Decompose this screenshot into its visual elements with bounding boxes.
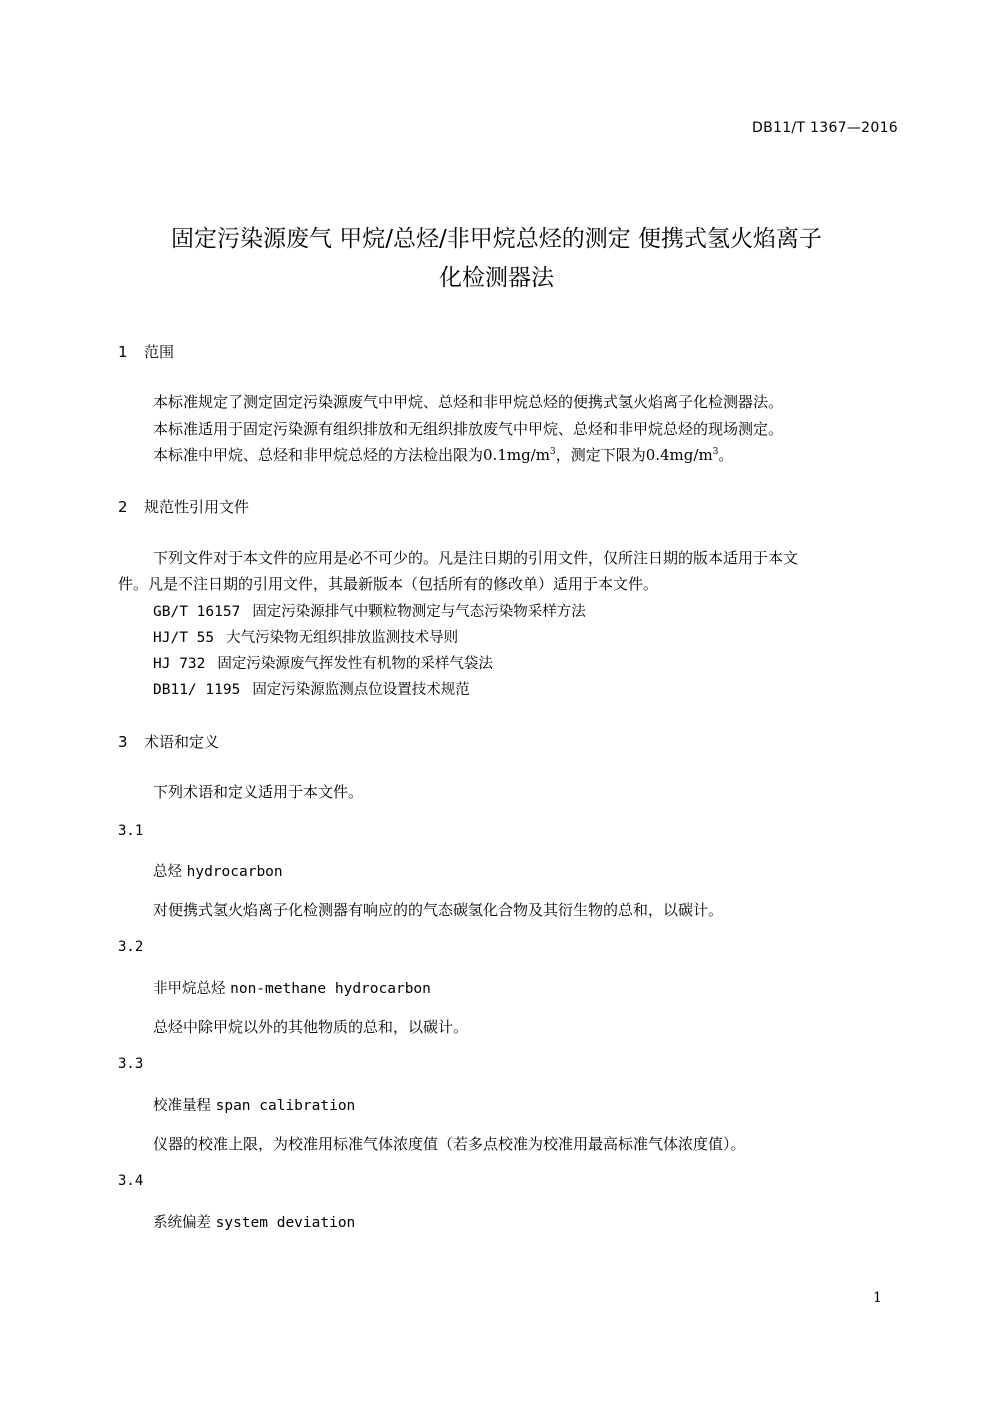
term-entry: [153, 1094, 355, 1115]
term-number: 3.2: [118, 939, 144, 955]
term-entry: [153, 860, 283, 881]
reference-title: 固定污染源排气中颗粒物测定与气态污染物采样方法: [252, 604, 586, 620]
detection-limit-text: 本标准中甲烷、总烃和非甲烷总烃的方法检出限为0.1mg/m: [153, 446, 550, 464]
term-definition: 总烃中除甲烷以外的其他物质的总和，以碳计。: [153, 1018, 469, 1036]
title-line-2: 化检测器法: [439, 265, 554, 291]
term-definition: 仪器的校准上限，为校准用标准气体浓度值（若多点校准为校准用最高标准气体浓度值）。: [153, 1135, 746, 1153]
quantitation-limit-text: ，测定下限为0.4mg/m: [555, 446, 713, 464]
reference-code: HJ/T 55: [153, 630, 215, 646]
reference-item: [153, 678, 470, 699]
term-number: 3.4: [118, 1173, 144, 1189]
term-number: 3.3: [118, 1056, 144, 1072]
section-title: 术语和定义: [144, 733, 220, 751]
term-en: non-methane hydrocarbon: [230, 981, 431, 997]
section-2-intro-line-1: 下列文件对于本文件的应用是必不可少的。凡是注日期的引用文件，仅所注日期的版本适用于本文: [153, 549, 799, 567]
section-1-paragraph-2: 本标准适用于固定污染源有组织排放和无组织排放废气中甲烷、总烃和非甲烷总烃的现场测定。: [153, 420, 784, 438]
superscript: 3: [549, 447, 556, 457]
reference-code: GB/T 16157: [153, 604, 241, 620]
term-zh: 非甲烷总烃: [153, 981, 226, 997]
page-number: 1: [873, 1290, 882, 1306]
reference-item: [153, 652, 493, 673]
term-number: 3.1: [118, 823, 144, 839]
term-entry: [153, 1211, 355, 1232]
section-2-heading: [118, 496, 249, 517]
superscript: 3: [712, 447, 719, 457]
reference-title: 固定污染源监测点位设置技术规范: [252, 682, 470, 698]
reference-code: HJ 732: [153, 656, 206, 672]
section-1-paragraph-3: [153, 444, 733, 465]
section-2-intro-line-2: 件。凡是不注日期的引用文件，其最新版本（包括所有的修改单）适用于本文件。: [118, 575, 659, 593]
sentence-end: 。: [718, 446, 734, 464]
term-zh: 校准量程: [153, 1098, 211, 1114]
section-3-intro: 下列术语和定义适用于本文件。: [153, 783, 364, 801]
reference-item: [153, 600, 586, 621]
reference-code: DB11/ 1195: [153, 682, 241, 698]
term-en: hydrocarbon: [186, 864, 283, 880]
term-zh: 总烃: [153, 864, 182, 880]
section-title: 规范性引用文件: [144, 498, 250, 516]
section-number: 3: [118, 733, 128, 751]
term-en: system deviation: [215, 1215, 356, 1231]
term-en: span calibration: [215, 1098, 356, 1114]
reference-title: 固定污染源废气挥发性有机物的采样气袋法: [217, 656, 493, 672]
section-3-heading: [118, 731, 219, 752]
section-1-heading: [118, 341, 174, 362]
section-number: 2: [118, 498, 128, 516]
reference-item: [153, 626, 458, 647]
section-title: 范围: [144, 343, 175, 361]
term-zh: 系统偏差: [153, 1215, 211, 1231]
reference-title: 大气污染物无组织排放监测技术导则: [226, 630, 459, 646]
term-entry: [153, 977, 431, 998]
section-1-paragraph-1: 本标准规定了测定固定污染源废气中甲烷、总烃和非甲烷总烃的便携式氢火焰离子化检测器法。: [153, 393, 784, 411]
section-number: 1: [118, 343, 128, 361]
document-number: DB11/T 1367—2016: [752, 120, 898, 136]
term-definition: 对便携式氢火焰离子化检测器有响应的的气态碳氢化合物及其衍生物的总和，以碳计。: [153, 901, 724, 919]
title-line-1: 固定污染源废气 甲烷/总烃/非甲烷总烃的测定 便携式氢火焰离子: [170, 226, 823, 252]
